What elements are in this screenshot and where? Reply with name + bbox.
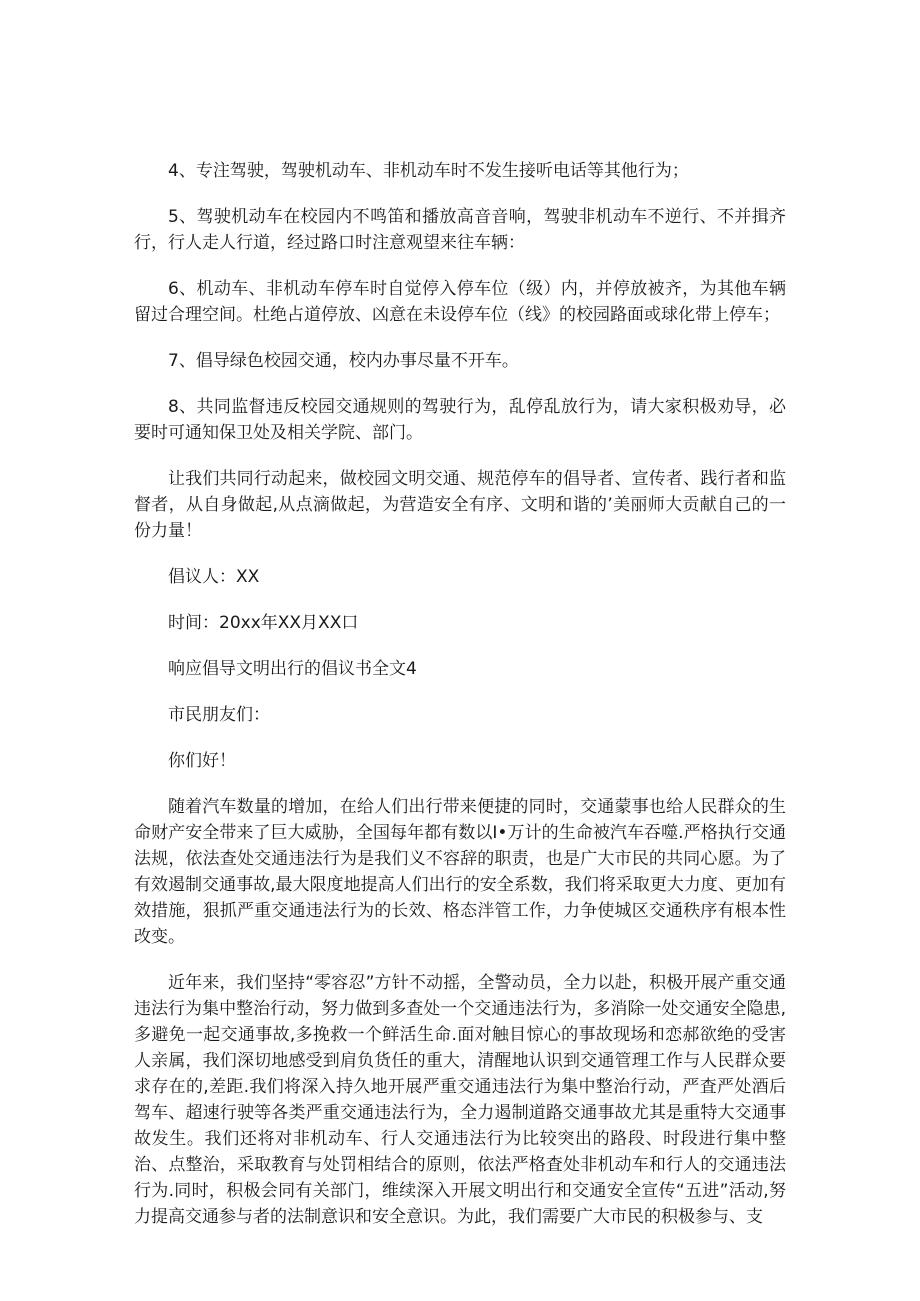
paragraph-item-4: 4、专注驾驶，驾驶机动车、非机动车时不发生接听电话等其他行为； bbox=[168, 161, 689, 181]
document-body bbox=[134, 158, 786, 1250]
paragraph-initiator: 倡议人：XX bbox=[168, 567, 260, 587]
paragraph-date: 时间：20xx年XX月XX口 bbox=[168, 613, 359, 633]
paragraph-item-8: 8、共同监督违反校园交通规则的驾驶行为，乱停乱放行为，请大家积极劝导，必要时可通知保卫处及相关学院、部门。 bbox=[134, 397, 786, 443]
paragraph-body-1: 随着汽车数量的增加，在给人们出行带来便捷的同时，交通蒙事也给人民群众的生命财产安全带来了巨大威胁，全国每年都有数以I•万计的生命被汽车吞噬.严格执行交通法规，依法查处交通违法行为是我们义不容辞的职责，也是广大市民的共同心愿。为了有效遏制交通事故,最大限度地提高人们出行的安全系数，我们将采取更大力度、更加有效措施，狠抓严重交通违法行为的长效、格态泮管工作，力争使城区交通秩序有根本性改变。 bbox=[134, 797, 786, 947]
paragraph-call-to-action: 让我们共同行动起来，做校园文明交通、规范停车的倡导者、宣传者、践行者和监督者，从自身做起,从点滴做起，为营造安全有序、文明和谐的’美丽师大贡献自己的一份力量！ bbox=[134, 469, 786, 541]
salutation: 市民朋友们： bbox=[168, 705, 270, 725]
paragraph-item-7: 7、倡导绿色校园交通，校内办事尽量不开车。 bbox=[168, 351, 519, 371]
paragraph-item-5: 5、驾驶机动车在校园内不鸣笛和播放高音音响，驾驶非机动车不逆行、不并揖齐行，行人走人行道，经过路口时注意观望来往车辆： bbox=[134, 207, 786, 253]
greeting: 你们好！ bbox=[168, 751, 236, 771]
paragraph-item-6: 6、机动车、非机动车停车时自觉停入停车位（级）内，并停放被齐，为其他车辆留过合理空间。杜绝占道停放、凶意在未设停车位（线》的校园路面或球化带上停车； bbox=[134, 279, 786, 325]
section-heading: 响应倡导文明出行的倡议书全文4 bbox=[168, 659, 417, 679]
paragraph-body-2: 近年来，我们坚持“零容忍”方针不动摇，全警动员，全力以赴，积极开展产重交通违法行为集中整治行动，努力做到多查处一个交通违法行为，多消除一处交通安全隐患,多避免一起交通事故,多挽救一个鲜活生命.面对触目惊心的事故现场和恋郝欲绝的受害人亲属，我们深切地感受到肩负货任的重大，清醒地认识到交通管理工作与人民群众要求存在的,差距.我们将深入持久地开展严重交通违法行为集中整治行动，严査严处酒后驾车、超速行驶等各类严重交通违法行为，全力遏制道路交通事故尤其是重特大交通事故发生。我们还将对非机动车、行人交通违法行为比较突出的路段、时段进行集中整治、点整治，采取教育与处罚相结合的原则，依法严格査处非机动车和行人的交通违法行为.同时，积极会同有关部门，维续深入开展文明出行和交通安全宣传“五进”活动,努力提高交通参与者的法制意识和安全意识。为此，我们需要广大市民的积极参与、支 bbox=[134, 973, 786, 1227]
